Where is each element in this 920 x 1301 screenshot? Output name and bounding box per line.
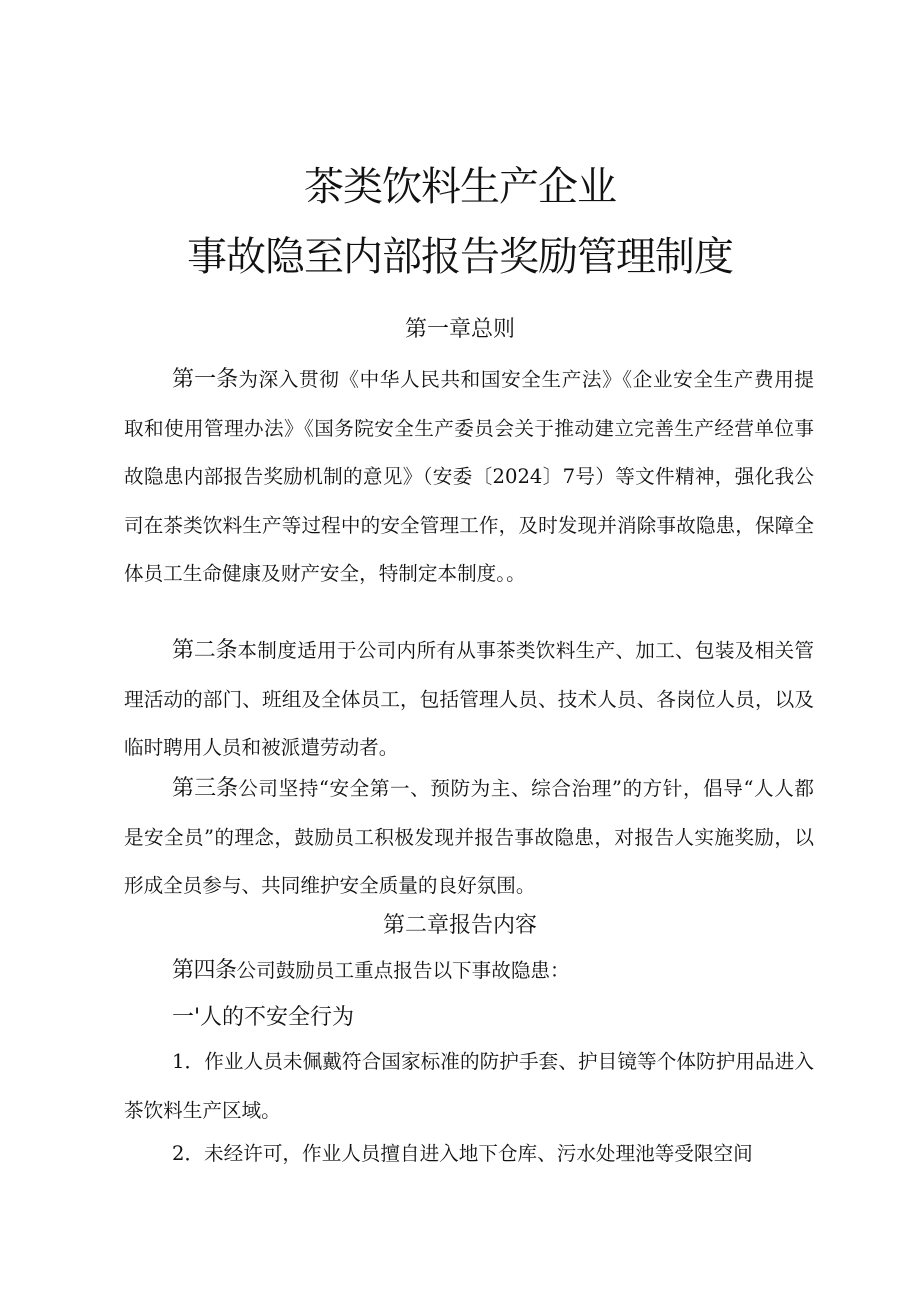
article-4-text: 公司鼓励员工重点报告以下事故隐患：	[236, 959, 570, 982]
chapter-heading-2: 第二章报告内容	[382, 913, 537, 938]
list-item: 1．作业人员未佩戴符合国家标准的防护手套、护目镜等个体防护用品进入茶饮料生产区域。	[124, 1050, 814, 1122]
article-2-text: 本制度适用于公司内所有从事茶类饮料生产、加工、包装及相关管理活动的部门、班组及全体员工，包括管理人员、技术人员、各岗位人员，以及临时聘用人员和被派遣劳动者。	[124, 639, 814, 759]
article-1-label: 第一条	[172, 367, 239, 392]
article-3-paragraph	[124, 765, 814, 911]
article-3-label: 第三条	[172, 776, 239, 801]
article-2-paragraph	[124, 627, 814, 773]
chapter-heading-1: 第一章总则	[404, 317, 515, 342]
article-4-label: 第四条	[172, 958, 237, 983]
document-title-line1: 茶类饮料生产企业	[304, 164, 616, 210]
section-heading-1: 一'人的不安全行为	[172, 1005, 355, 1030]
article-4-paragraph	[124, 947, 814, 996]
article-2-label: 第二条	[172, 638, 238, 663]
document-title-line2: 事故隐至内部报告奖励管理制度	[187, 234, 733, 280]
article-3-text: 公司坚持“安全第一、预防为主、综合治理”的方针，倡导“人人都是安全员”的理念，鼓励员工积极发现并报告事故隐患，对报告人实施奖励，以形成全员参与、共同维护安全质量的良好氛围。	[124, 777, 814, 897]
list-item: 2．未经许可，作业人员擅自进入地下仓库、污水处理池等受限空间	[172, 1142, 753, 1165]
article-1-text: 为深入贯彻《中华人民共和国安全生产法》《企业安全生产费用提取和使用管理办法》《国务院安全生产委员会关于推动建立完善生产经营单位事故隐患内部报告奖励机制的意见》（安委〔2024〕7号）等文件精神，强化我公司在茶类饮料生产等过程中的安全管理工作，及时发现并消除事故隐患，保障全体员工生命健康及财产安全，特制定本制度。。	[124, 368, 814, 585]
article-1-paragraph	[124, 356, 814, 599]
